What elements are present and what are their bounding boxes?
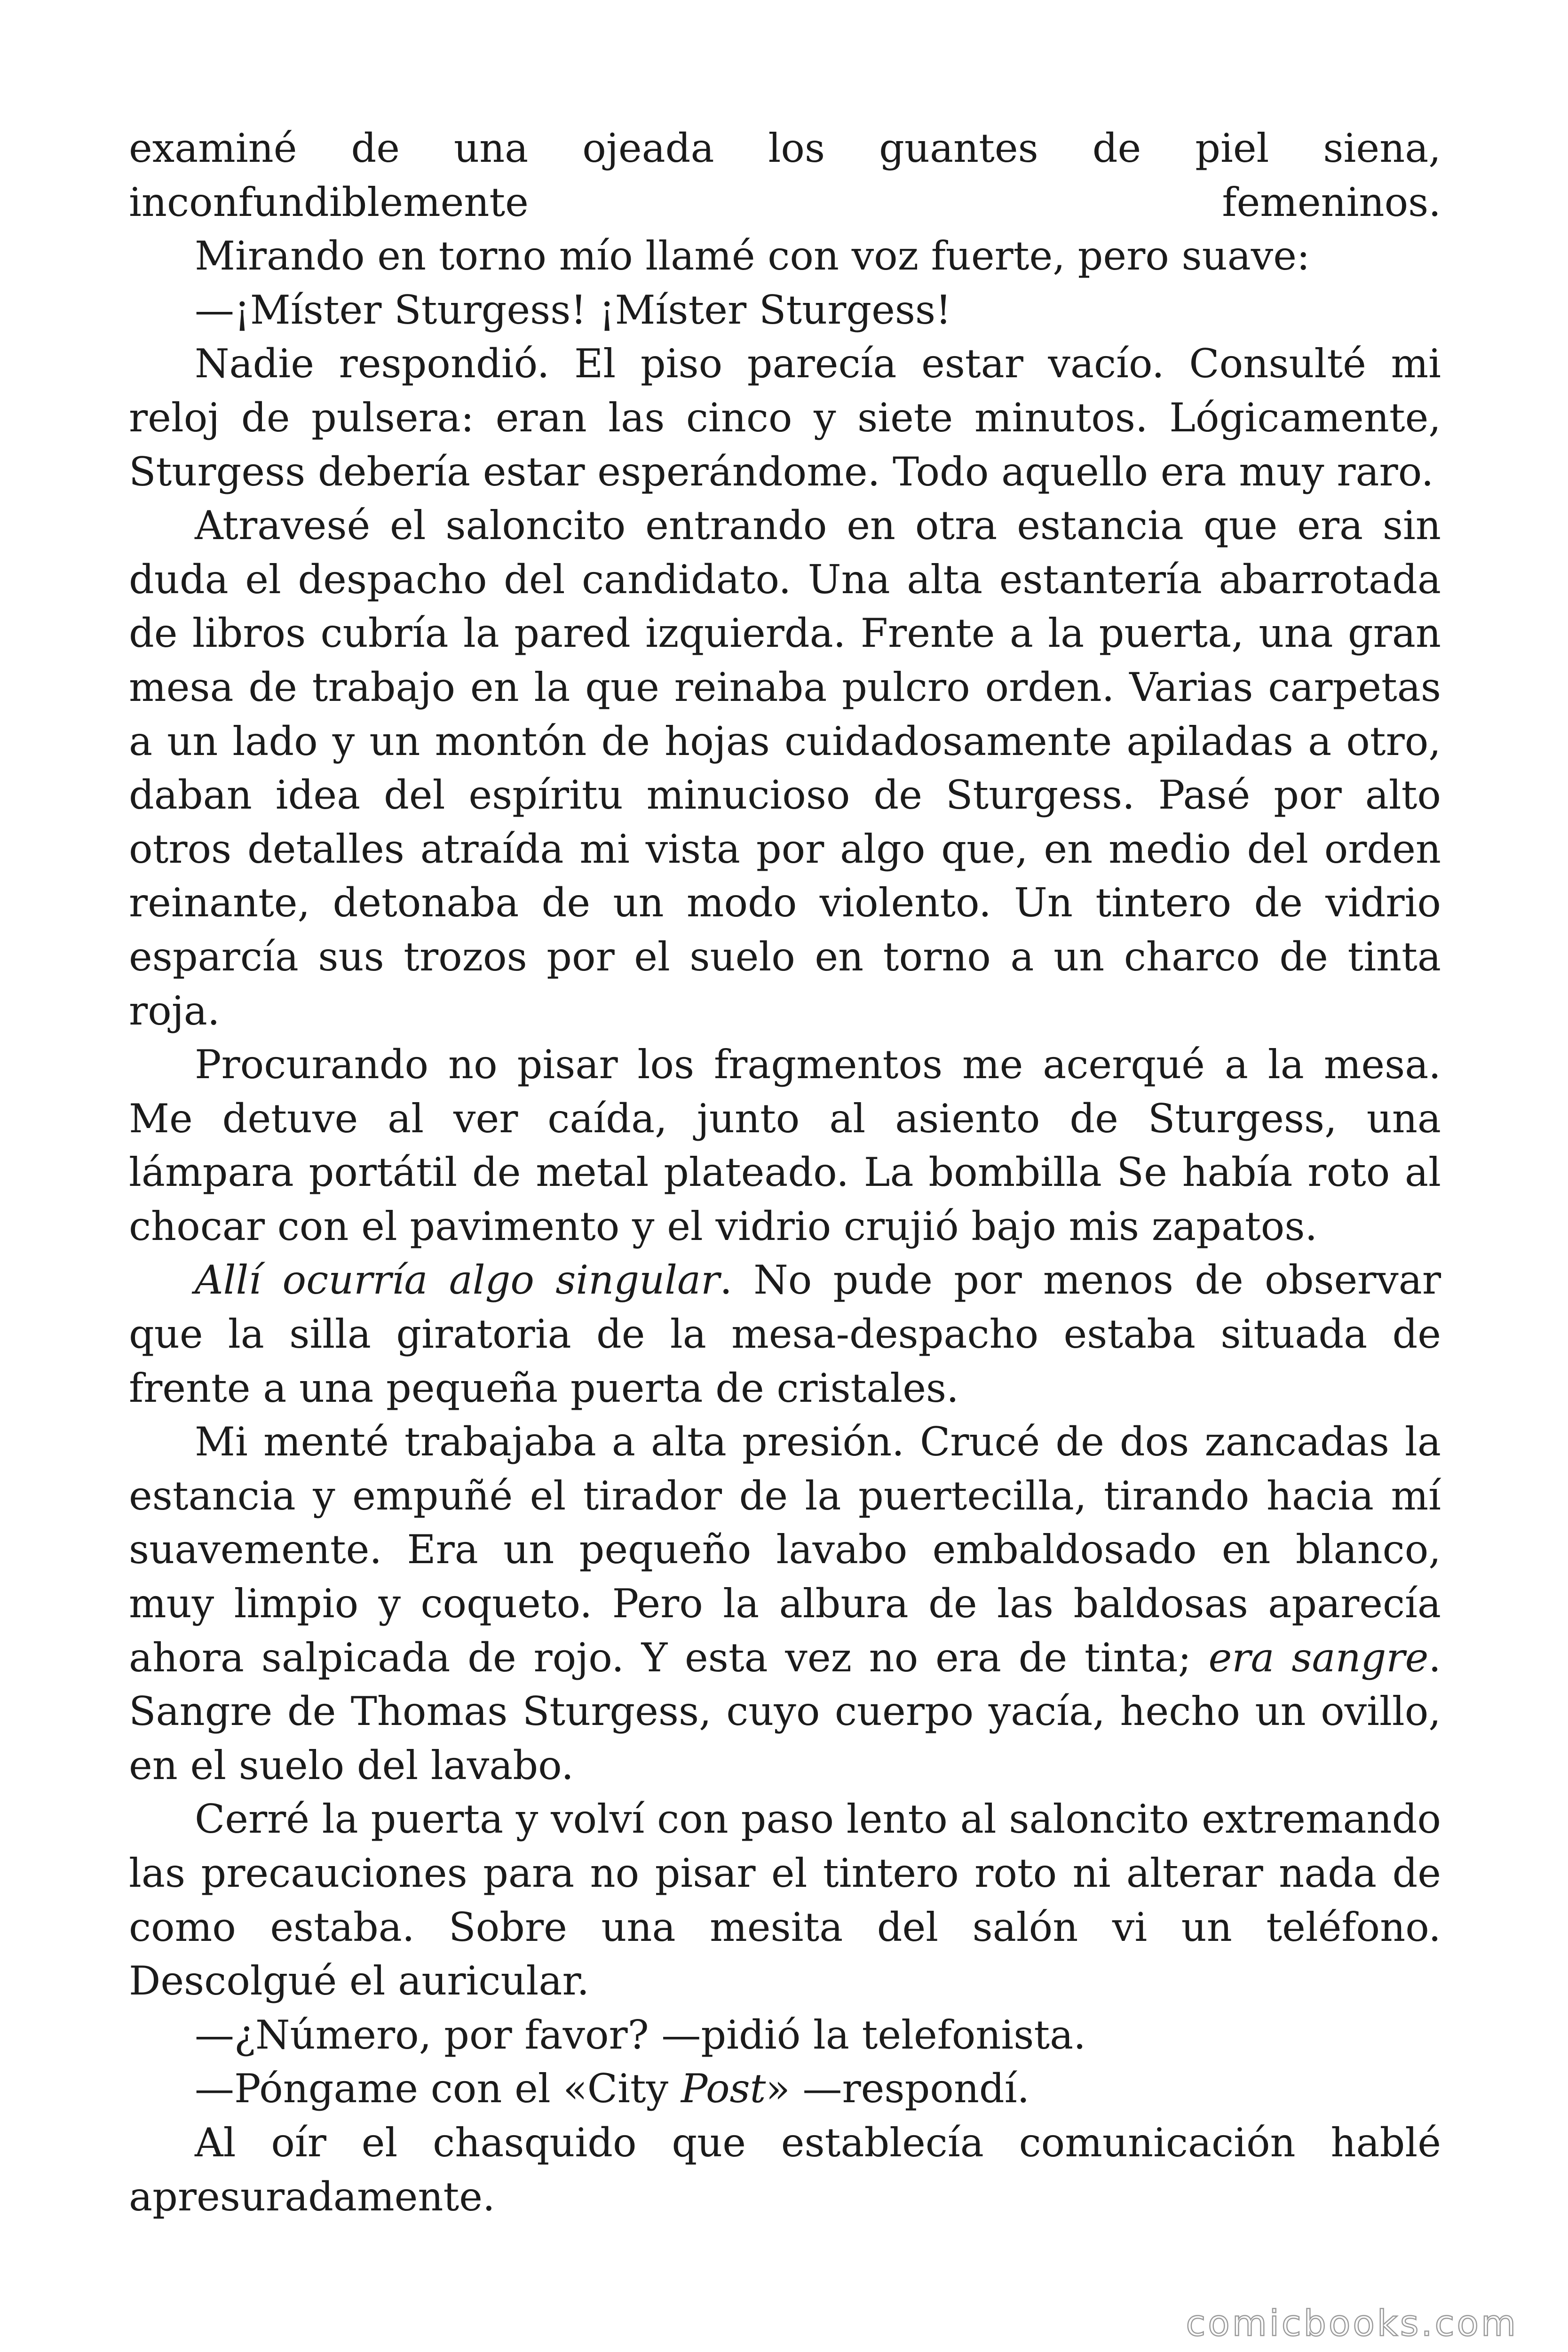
paragraph-text: Al oír el chasquido que establecía comunicación hablé apresuradamente. <box>129 2119 1441 2220</box>
paragraph-text: . Sangre de Thomas Sturgess, cuyo cuerpo yacía, hecho un ovillo, en el suelo del lavabo. <box>129 1634 1441 1788</box>
paragraph-text: —Póngame con el «City <box>195 2066 681 2112</box>
paragraph-text: Atravesé el saloncito entrando en otra estancia que era sin duda el despacho del candidato. Una alta estantería abarrotada de libros cubría la pared izquierda. Frente a la puerta, una gran mesa de trabajo en la que reinaba pulcro orden. Varias carpetas a un lado y un montón de hojas cuidadosamente apiladas a otro, daban idea del espíritu minucioso de Sturgess. Pasé por alto otros detalles atraída mi vista por algo que, en medio del orden reinante, detonaba de un modo violento. Un tintero de vidrio esparcía sus trozos por el suelo en torno a un charco de tinta roja. <box>129 502 1441 1034</box>
paragraph <box>129 121 1441 229</box>
paragraph <box>129 229 1441 283</box>
paragraph-text: Mirando en torno mío llamé con voz fuerte, pero suave: <box>195 233 1310 279</box>
italic-text: Post <box>681 2066 766 2112</box>
paragraph-text: examiné de una ojeada los guantes de piel siena, inconfundiblemente femeninos. <box>129 125 1441 225</box>
paragraph-text: —¿Número, por favor? —pidió la telefonista. <box>195 2011 1086 2058</box>
paragraph <box>129 2008 1441 2062</box>
body-text <box>129 121 1441 2224</box>
paragraph <box>129 337 1441 499</box>
paragraph <box>129 1415 1441 1792</box>
paragraph <box>129 2062 1441 2116</box>
paragraph-text: » —respondí. <box>766 2066 1030 2112</box>
paragraph-text: Cerré la puerta y volví con paso lento al saloncito extremando las precauciones para no pisar el tintero roto ni alterar nada de como estaba. Sobre una mesita del salón vi un teléfono. Descolgué el auricular. <box>129 1796 1441 2004</box>
paragraph <box>129 499 1441 1038</box>
italic-text: era sangre <box>1208 1634 1429 1681</box>
paragraph-text: Nadie respondió. El piso parecía estar vacío. Consulté mi reloj de pulsera: eran las cinco y siete minutos. Lógicamente, Sturgess debería estar esperándome. Todo aquello era muy raro. <box>129 341 1441 495</box>
paragraph <box>129 283 1441 337</box>
paragraph <box>129 1253 1441 1415</box>
site-watermark: comicbooks.com <box>1186 2302 1518 2344</box>
italic-text: Allí ocurría algo singular <box>195 1257 720 1303</box>
paragraph <box>129 1792 1441 2008</box>
paragraph <box>129 1038 1441 1253</box>
paragraph <box>129 2116 1441 2224</box>
paragraph-text: Procurando no pisar los fragmentos me acerqué a la mesa. Me detuve al ver caída, junto al asiento de Sturgess, una lámpara portátil de metal plateado. La bombilla Se había roto al chocar con el pavimento y el vidrio crujió bajo mis zapatos. <box>129 1041 1441 1249</box>
paragraph-text: . No pude por menos de observar que la silla giratoria de la mesa-despacho estaba situada de frente a una pequeña puerta de cristales. <box>129 1257 1441 1411</box>
paragraph-text: Mi menté trabajaba a alta presión. Crucé de dos zancadas la estancia y empuñé el tirador de la puertecilla, tirando hacia mí suavemente. Era un pequeño lavabo embaldosado en blanco, muy limpio y coqueto. Pero la albura de las baldosas aparecía ahora salpicada de rojo. Y esta vez no era de tinta; <box>129 1419 1441 1681</box>
paragraph-text: —¡Míster Sturgess! ¡Míster Sturgess! <box>195 286 951 333</box>
